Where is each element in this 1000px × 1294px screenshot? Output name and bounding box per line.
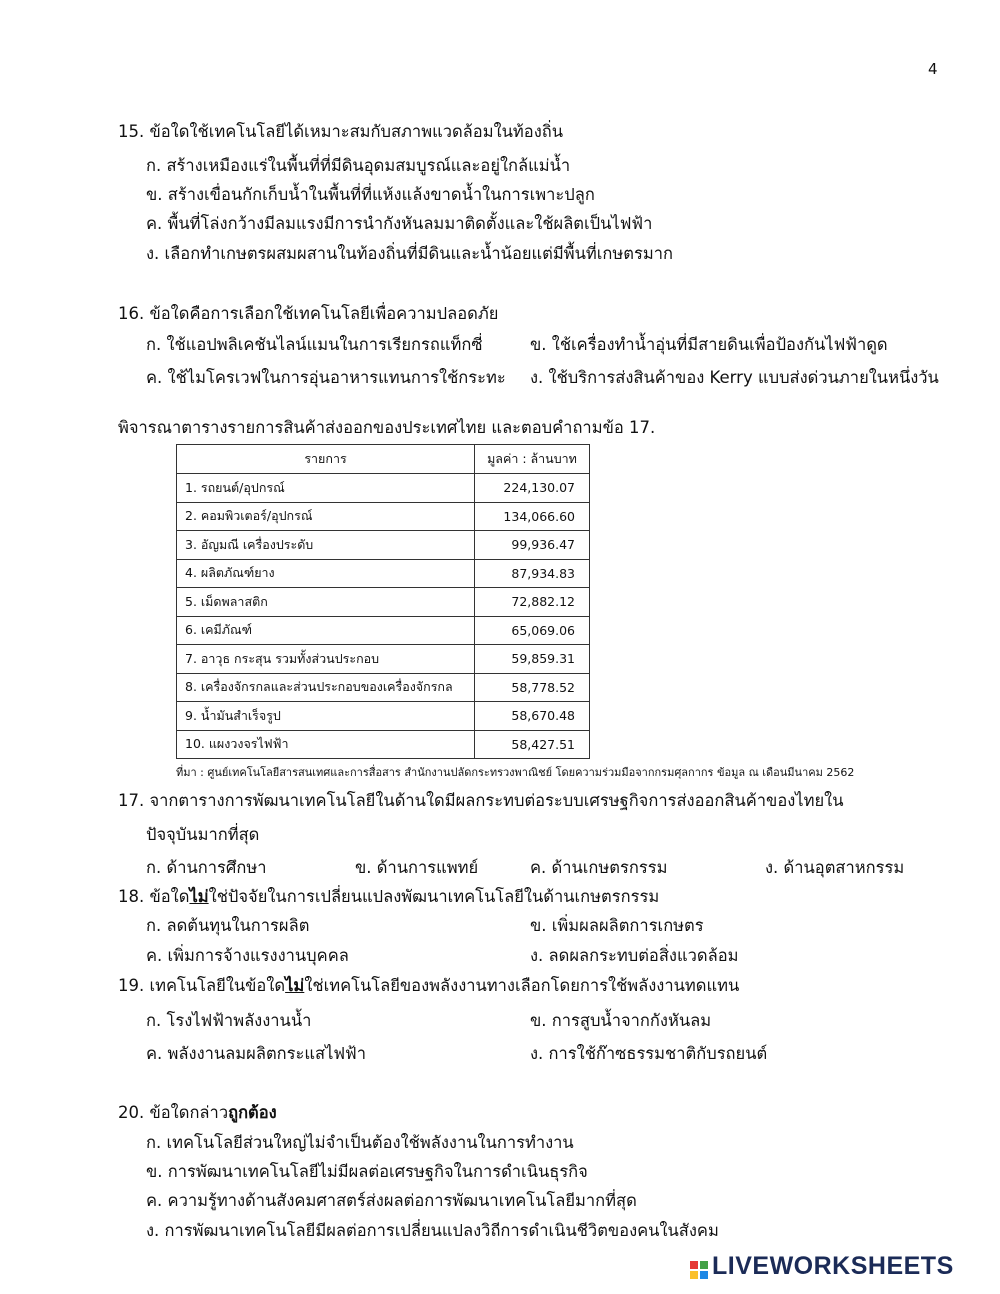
row-item: 4. ผลิตภัณฑ์ยาง — [177, 559, 475, 588]
row-value: 58,427.51 — [475, 730, 590, 759]
table-row — [177, 645, 590, 674]
option-b[interactable]: ข. ด้านการแพทย์ — [355, 858, 479, 877]
row-value: 58,778.52 — [475, 673, 590, 702]
option-a[interactable]: ก. ลดต้นทุนในการผลิต — [146, 916, 310, 935]
row-value: 99,936.47 — [475, 531, 590, 560]
question-stem — [118, 1102, 277, 1124]
stem-emphasis: ไม่ — [189, 887, 209, 906]
option-d[interactable]: ง. การใช้ก๊าซธรรมชาติกับรถยนต์ — [530, 1044, 768, 1063]
export-table — [176, 444, 590, 759]
stem-prefix: 19. เทคโนโลยีในข้อใด — [118, 976, 286, 995]
logo-square-red — [690, 1261, 698, 1269]
option-c[interactable]: ค. เพิ่มการจ้างแรงงานบุคคล — [146, 946, 349, 965]
logo-square-green — [700, 1261, 708, 1269]
row-item: 7. อาวุธ กระสุน รวมทั้งส่วนประกอบ — [177, 645, 475, 674]
stem-suffix: ใช่ปัจจัยในการเปลี่ยนแปลงพัฒนาเทคโนโลยีในด้านเกษตรกรรม — [208, 887, 660, 906]
table-row — [177, 559, 590, 588]
row-value: 134,066.60 — [475, 502, 590, 531]
option-b[interactable]: ข. การพัฒนาเทคโนโลยีไม่มีผลต่อเศรษฐกิจในการดำเนินธุรกิจ — [146, 1162, 588, 1181]
row-item: 1. รถยนต์/อุปกรณ์ — [177, 474, 475, 503]
row-value: 59,859.31 — [475, 645, 590, 674]
option-d[interactable]: ง. เลือกทำเกษตรผสมผสานในท้องถิ่นที่มีดินและน้ำน้อยแต่มีพื้นที่เกษตรมาก — [146, 244, 674, 263]
row-value: 58,670.48 — [475, 702, 590, 731]
option-b[interactable]: ข. ใช้เครื่องทำน้ำอุ่นที่มีสายดินเพื่อป้องกันไฟฟ้าดูด — [530, 335, 888, 354]
table-source: ที่มา : ศูนย์เทคโนโลยีสารสนเทศและการสื่อสาร สำนักงานปลัดกระทรวงพาณิชย์ โดยความร่วมมือจากกรมศุลกากร ข้อมูล ณ เดือนมีนาคม 2562 — [176, 766, 855, 779]
logo-text: LIVEWORKSHEETS — [712, 1252, 954, 1280]
table-row — [177, 616, 590, 645]
stem-prefix: 18. ข้อใด — [118, 887, 190, 906]
logo-square-yellow — [690, 1271, 698, 1279]
question-stem-line2: ปัจจุบันมากที่สุด — [146, 825, 260, 844]
option-b[interactable]: ข. เพิ่มผลผลิตการเกษตร — [530, 916, 704, 935]
logo-square-blue — [700, 1271, 708, 1279]
logo-squares-icon — [690, 1261, 708, 1279]
option-d[interactable]: ง. ลดผลกระทบต่อสิ่งแวดล้อม — [530, 946, 739, 965]
option-c[interactable]: ค. ใช้ไมโครเวฟในการอุ่นอาหารแทนการใช้กระทะ — [146, 368, 506, 387]
option-d[interactable]: ง. การพัฒนาเทคโนโลยีมีผลต่อการเปลี่ยนแปลงวิถีการดำเนินชีวิตของคนในสังคม — [146, 1221, 719, 1240]
row-item: 5. เม็ดพลาสติก — [177, 588, 475, 617]
row-item: 9. น้ำมันสำเร็จรูป — [177, 702, 475, 731]
table-header-row — [177, 445, 590, 474]
option-d[interactable]: ง. ใช้บริการส่งสินค้าของ Kerry แบบส่งด่วนภายในหนึ่งวัน — [530, 368, 939, 387]
option-a[interactable]: ก. สร้างเหมืองแร่ในพื้นที่ที่มีดินอุดมสมบูรณ์และอยู่ใกล้แม่น้ำ — [146, 156, 571, 175]
table-row — [177, 502, 590, 531]
table-row — [177, 588, 590, 617]
table-row — [177, 730, 590, 759]
row-item: 10. แผงวงจรไฟฟ้า — [177, 730, 475, 759]
table-row — [177, 531, 590, 560]
option-c[interactable]: ค. พลังงานลมผลิตกระแสไฟฟ้า — [146, 1044, 367, 1063]
table-row — [177, 702, 590, 731]
stem-prefix: 20. ข้อใดกล่าว — [118, 1103, 229, 1122]
option-b[interactable]: ข. การสูบน้ำจากกังหันลม — [530, 1011, 712, 1030]
liveworksheets-logo — [690, 1252, 954, 1281]
option-c[interactable]: ค. ด้านเกษตรกรรม — [530, 858, 668, 877]
page-number: 4 — [928, 60, 938, 78]
row-value: 87,934.83 — [475, 559, 590, 588]
column-header-item: รายการ — [177, 445, 475, 474]
option-a[interactable]: ก. เทคโนโลยีส่วนใหญ่ไม่จำเป็นต้องใช้พลังงานในการทำงาน — [146, 1133, 574, 1152]
stem-suffix: ใช่เทคโนโลยีของพลังงานทางเลือกโดยการใช้พลังงานทดแทน — [304, 976, 740, 995]
question-stem: 16. ข้อใดคือการเลือกใช้เทคโนโลยีเพื่อความปลอดภัย — [118, 304, 499, 323]
row-item: 2. คอมพิวเตอร์/อุปกรณ์ — [177, 502, 475, 531]
option-a[interactable]: ก. ใช้แอปพลิเคชันไลน์แมนในการเรียกรถแท็กซี่ — [146, 335, 483, 354]
stem-emphasis: ถูกต้อง — [228, 1103, 277, 1122]
option-a[interactable]: ก. ด้านการศึกษา — [146, 858, 267, 877]
option-d[interactable]: ง. ด้านอุตสาหกรรม — [765, 858, 905, 877]
option-a[interactable]: ก. โรงไฟฟ้าพลังงานน้ำ — [146, 1011, 312, 1030]
table-row — [177, 673, 590, 702]
row-value: 224,130.07 — [475, 474, 590, 503]
column-header-value: มูลค่า : ล้านบาท — [475, 445, 590, 474]
row-item: 3. อัญมณี เครื่องประดับ — [177, 531, 475, 560]
option-c[interactable]: ค. พื้นที่โล่งกว้างมีลมแรงมีการนำกังหันลมมาติดตั้งและใช้ผลิตเป็นไฟฟ้า — [146, 214, 653, 233]
option-c[interactable]: ค. ความรู้ทางด้านสังคมศาสตร์ส่งผลต่อการพัฒนาเทคโนโลยีมากที่สุด — [146, 1191, 637, 1210]
option-b[interactable]: ข. สร้างเขื่อนกักเก็บน้ำในพื้นที่ที่แห้งแล้งขาดน้ำในการเพาะปลูก — [146, 185, 595, 204]
row-value: 65,069.06 — [475, 616, 590, 645]
table-row — [177, 474, 590, 503]
question-stem — [118, 975, 739, 997]
stem-emphasis: ไม่ — [285, 976, 305, 995]
question-stem — [118, 886, 659, 908]
question-stem: 15. ข้อใดใช้เทคโนโลยีได้เหมาะสมกับสภาพแวดล้อมในท้องถิ่น — [118, 122, 564, 141]
question-stem-line1: 17. จากตารางการพัฒนาเทคโนโลยีในด้านใดมีผลกระทบต่อระบบเศรษฐกิจการส่งออกสินค้าของไทยใน — [118, 791, 844, 810]
row-item: 6. เคมีภัณฑ์ — [177, 616, 475, 645]
row-item: 8. เครื่องจักรกลและส่วนประกอบของเครื่องจักรกล — [177, 673, 475, 702]
row-value: 72,882.12 — [475, 588, 590, 617]
table-intro: พิจารณาตารางรายการสินค้าส่งออกของประเทศไทย และตอบคำถามข้อ 17. — [118, 418, 656, 437]
